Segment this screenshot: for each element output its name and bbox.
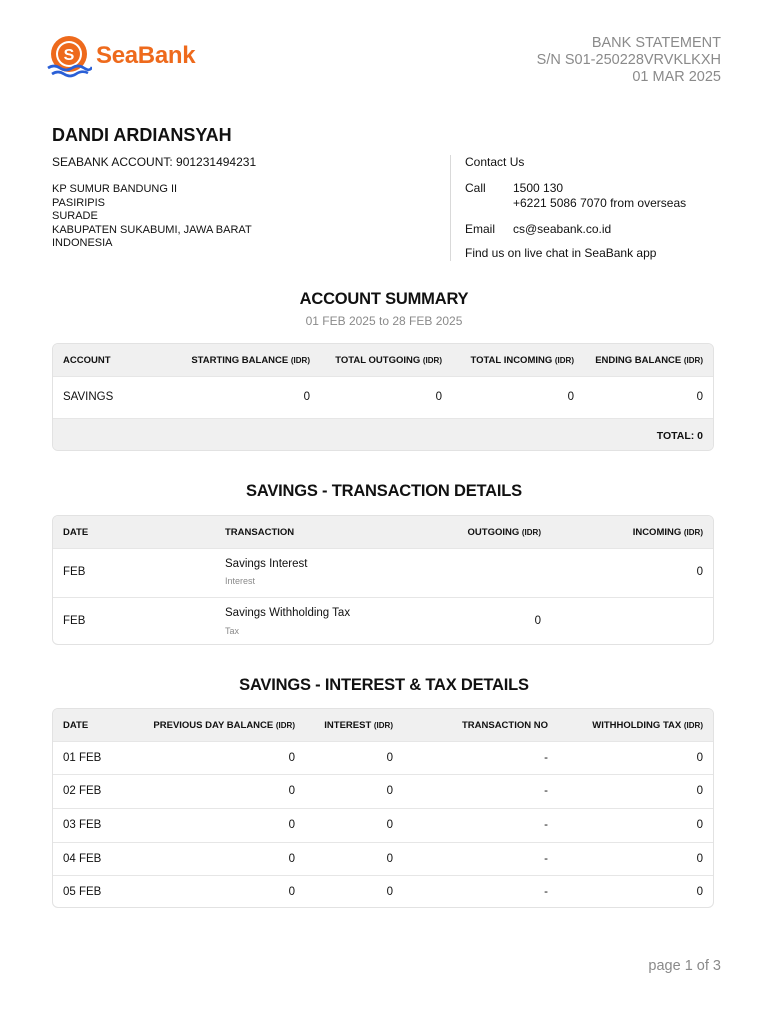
col-total-incoming: TOTAL INCOMING (IDR) xyxy=(470,355,574,366)
cell-withholding-tax: 0 xyxy=(696,752,703,764)
cell-date: 01 FEB xyxy=(63,752,102,764)
col-date: DATE xyxy=(63,527,89,538)
email-label: Email xyxy=(465,222,496,236)
cell-transaction-no: - xyxy=(544,886,548,898)
cell-date: FEB xyxy=(63,615,86,627)
vertical-divider xyxy=(450,155,451,261)
address-line: SURADE xyxy=(52,210,98,222)
cell-interest: 0 xyxy=(386,819,393,831)
col-account: ACCOUNT xyxy=(63,355,111,366)
address-line: KP SUMUR BANDUNG II xyxy=(52,183,178,195)
cell-previous-day-balance: 0 xyxy=(288,819,295,831)
document-meta xyxy=(537,35,721,86)
cell-account: SAVINGS xyxy=(63,391,114,403)
brand-name: SeaBank xyxy=(96,42,196,69)
statement-period: 01 FEB 2025 to 28 FEB 2025 xyxy=(305,314,463,328)
col-starting-balance: STARTING BALANCE (IDR) xyxy=(191,355,310,366)
customer-name: DANDI ARDIANSYAH xyxy=(52,125,232,145)
col-withholding-tax: WITHHOLDING TAX (IDR) xyxy=(592,720,703,731)
cell-date: FEB xyxy=(63,566,86,578)
email-address[interactable]: cs@seabank.co.id xyxy=(513,222,612,236)
cell-previous-day-balance: 0 xyxy=(288,785,295,797)
table-row xyxy=(53,548,713,597)
cell-transaction-no: - xyxy=(544,752,548,764)
call-number-overseas[interactable]: +6221 5086 7070 from overseas xyxy=(513,196,687,210)
cell-transaction-name: Savings Withholding Tax xyxy=(225,607,351,619)
col-ending-balance: ENDING BALANCE (IDR) xyxy=(595,355,703,366)
cell-transaction-name: Savings Interest xyxy=(225,558,308,570)
address-line: KABUPATEN SUKABUMI, JAWA BARAT xyxy=(52,223,252,236)
cell-total-incoming: 0 xyxy=(567,391,574,403)
statement-header xyxy=(0,0,768,100)
summary-total: TOTAL: 0 xyxy=(656,430,703,442)
total-row xyxy=(53,418,713,451)
table-row xyxy=(53,597,713,645)
table-row xyxy=(53,376,713,418)
account-summary-title: ACCOUNT SUMMARY xyxy=(299,290,469,308)
col-total-outgoing: TOTAL OUTGOING (IDR) xyxy=(335,355,442,366)
col-outgoing: OUTGOING (IDR) xyxy=(467,527,541,538)
customer-address xyxy=(52,183,252,251)
seabank-logo xyxy=(46,34,195,78)
seabank-logo-icon xyxy=(46,34,92,78)
cell-outgoing: 0 xyxy=(534,615,541,627)
cell-starting-balance: 0 xyxy=(303,391,310,403)
col-previous-day-balance: PREVIOUS DAY BALANCE (IDR) xyxy=(153,720,295,731)
cell-withholding-tax: 0 xyxy=(696,886,703,898)
cell-withholding-tax: 0 xyxy=(696,853,703,865)
address-line: PASIRIPIS xyxy=(52,196,105,209)
cell-transaction-no: - xyxy=(544,785,548,797)
cell-withholding-tax: 0 xyxy=(696,785,703,797)
cell-transaction-no: - xyxy=(544,853,548,865)
cell-previous-day-balance: 0 xyxy=(288,886,295,898)
cell-incoming: 0 xyxy=(696,566,703,578)
interest-tax-title: SAVINGS - INTEREST & TAX DETAILS xyxy=(239,676,529,694)
cell-transaction-type: Tax xyxy=(225,626,240,636)
cell-previous-day-balance: 0 xyxy=(288,752,295,764)
col-incoming: INCOMING (IDR) xyxy=(632,527,703,538)
col-transaction-no: TRANSACTION NO xyxy=(461,720,548,731)
col-date: DATE xyxy=(63,720,89,731)
cell-transaction-type: Interest xyxy=(225,576,256,586)
cell-transaction-no: - xyxy=(544,819,548,831)
cell-total-outgoing: 0 xyxy=(435,391,442,403)
transaction-details-title: SAVINGS - TRANSACTION DETAILS xyxy=(246,482,522,500)
transaction-details-table xyxy=(52,515,714,645)
table-row xyxy=(53,774,713,808)
cell-ending-balance: 0 xyxy=(696,391,703,403)
contact-title: Contact Us xyxy=(465,155,525,169)
document-serial: S/N S01-250228VRVKLKXH xyxy=(536,52,721,68)
account-number: SEABANK ACCOUNT: 901231494231 xyxy=(52,155,257,169)
cell-interest: 0 xyxy=(386,886,393,898)
table-row xyxy=(53,741,713,774)
page-number: page 1 of 3 xyxy=(648,958,721,974)
cell-date: 02 FEB xyxy=(63,785,102,797)
contact-chat: Find us on live chat in SeaBank app xyxy=(465,246,657,260)
document-type: BANK STATEMENT xyxy=(591,35,721,51)
document-date: 01 MAR 2025 xyxy=(632,69,721,85)
cell-interest: 0 xyxy=(386,853,393,865)
cell-date: 03 FEB xyxy=(63,819,102,831)
interest-tax-table xyxy=(52,708,714,908)
table-row xyxy=(53,875,713,908)
call-label: Call xyxy=(465,181,486,195)
address-line: INDONESIA xyxy=(52,237,113,249)
cell-interest: 0 xyxy=(386,752,393,764)
cell-previous-day-balance: 0 xyxy=(288,853,295,865)
call-number[interactable]: 1500 130 xyxy=(513,181,564,195)
cell-date: 05 FEB xyxy=(63,886,102,898)
table-header xyxy=(53,709,713,741)
table-row xyxy=(53,842,713,875)
col-interest: INTEREST (IDR) xyxy=(324,720,393,731)
cell-withholding-tax: 0 xyxy=(696,819,703,831)
cell-date: 04 FEB xyxy=(63,853,102,865)
col-transaction: TRANSACTION xyxy=(225,527,295,538)
table-header xyxy=(53,344,713,376)
account-summary-table xyxy=(52,343,714,451)
table-header xyxy=(53,516,713,548)
table-row xyxy=(53,808,713,842)
svg-text:S: S xyxy=(63,47,75,64)
cell-interest: 0 xyxy=(386,785,393,797)
